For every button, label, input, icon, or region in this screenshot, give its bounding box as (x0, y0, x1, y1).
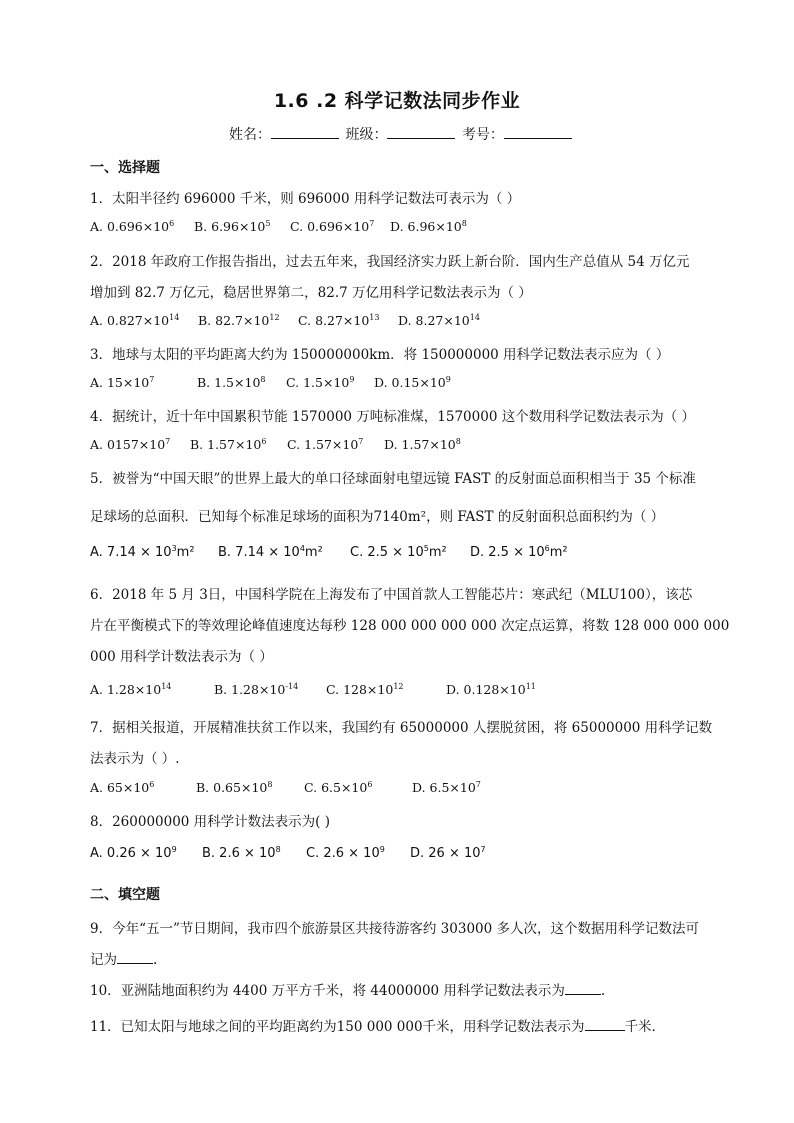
option-c: C. $0.696\times 10^7$ (290, 219, 375, 234)
option-c: C. $2.6 \times 10^9$ (306, 845, 385, 861)
option-c: C. $1.57\times 10^7$ (287, 437, 364, 452)
section-heading-fill: 二、填空题 (90, 887, 160, 903)
option-b: B. $7.14 \times 10^4m^2$ (218, 544, 323, 560)
question-2-line-2: 增加到 82.7 万亿元，稳居世界第二，82.7 万亿用科学记数法表示为（ ） (90, 285, 532, 301)
question-5-line-2: 足球场的总面积．已知每个标准足球场的面积为7140m²，则 FAST 的反射面积总面积约为（ ） (90, 509, 665, 525)
question-7-line-2: 法表示为（ ）. (90, 751, 180, 767)
option-a: A. $65\times 10^6$ (90, 780, 155, 795)
question-10: 10．亚洲陆地面积约为 4400 万平方千米，将 44000000 用科学记数法表示为 . (90, 983, 606, 999)
name-label: 姓名： (229, 127, 271, 143)
option-d: D. $0.15\times 10^9$ (374, 375, 451, 390)
option-a: A. $0.696\times 10^6$ (90, 219, 175, 234)
option-b: B. $1.57\times 10^6$ (190, 437, 267, 452)
question-1: 1．太阳半径约 696000 千米，则 696000 用科学记数法可表示为（ ） (90, 191, 521, 207)
option-b: B. $0.65\times 10^8$ (196, 780, 273, 795)
option-a: A. $15\times 10^7$ (90, 375, 155, 390)
class-blank[interactable] (387, 126, 455, 139)
option-b: B. $6.96\times 10^5$ (194, 219, 271, 234)
answer-blank-10[interactable] (565, 982, 601, 995)
question-9-line-1: 9．今年“五一”节日期间，我市四个旅游景区共接待游客约 303000 多人次，这个数据用科学记数法可 (90, 921, 700, 937)
name-blank[interactable] (271, 126, 339, 139)
option-d: D. $6.5\times 10^7$ (412, 780, 481, 795)
option-d: D. $8.27\times 10^{14}$ (398, 313, 480, 328)
answer-blank-9[interactable] (117, 951, 153, 964)
option-d: D. $0.128\times 10^{11}$ (446, 682, 536, 697)
question-5-line-1: 5．被誉为“中国天眼”的世界上最大的单口径球面射电望远镜 FAST 的反射面总面积相当于 35 个标准 (90, 471, 696, 487)
id-blank[interactable] (504, 126, 572, 139)
option-a: A. $0.26 \times 10^9$ (90, 845, 177, 861)
option-a: A. $7.14 \times 10^3m^2$ (90, 544, 195, 560)
option-b: B. $82.7\times 10^{12}$ (198, 313, 280, 328)
student-info-line (229, 124, 574, 144)
option-a: A. $1.28\times 10^{14}$ (90, 682, 172, 697)
option-c: C. $128\times 10^{12}$ (326, 682, 404, 697)
question-8: 8．260000000 用科学计数法表示为( ) (90, 814, 331, 830)
question-7-line-1: 7．据相关报道，开展精准扶贫工作以来，我国约有 65000000 人摆脱贫困，将 65000000 用科学记数 (90, 720, 713, 736)
option-b: B. $2.6 \times 10^8$ (202, 845, 281, 861)
section-heading-choice: 一、选择题 (90, 160, 160, 176)
question-3: 3．地球与太阳的平均距离大约为 150000000km．将 150000000 用科学记数法表示应为（ ） (90, 347, 670, 363)
option-b: B. $1.5\times 10^8$ (197, 375, 266, 390)
option-c: C. $2.5 \times 10^5m^2$ (350, 544, 447, 560)
question-6-line-1: 6．2018 年 5 月 3日，中国科学院在上海发布了中国首款人工智能芯片：寒武纪（MLU100），该芯 (90, 587, 693, 603)
question-6-line-2: 片在平衡模式下的等效理论峰值速度达每秒 128 000 000 000 000 次定点运算，将数 128 000 000 000 (90, 618, 730, 634)
option-d: D. $2.5 \times 10^6m^2$ (470, 544, 568, 560)
option-c: C. $1.5\times 10^9$ (286, 375, 355, 390)
option-b: B. $1.28\times 10^{-14}$ (214, 682, 299, 697)
question-9-line-2: 记为 . (90, 952, 158, 968)
class-label: 班级： (345, 127, 388, 143)
option-d: D. $1.57\times 10^8$ (384, 437, 461, 452)
option-a: A. $0.827\times 10^{14}$ (90, 313, 180, 328)
option-a: A. $0157\times 10^7$ (90, 437, 171, 452)
question-11: 11．已知太阳与地球之间的平均距离约为150 000 000千米，用科学记数法表示为 千米． (90, 1019, 666, 1035)
option-d: D. $6.96\times 10^8$ (390, 219, 467, 234)
question-6-line-3: 000 用科学计数法表示为（ ） (90, 649, 273, 665)
answer-blank-11[interactable] (585, 1018, 625, 1031)
option-c: C. $6.5\times 10^6$ (304, 780, 373, 795)
page-title: 1.6 .2 科学记数法同步作业 (273, 90, 521, 112)
option-d: D. $26 \times 10^7$ (410, 845, 486, 861)
id-label: 考号： (461, 127, 504, 143)
question-2-line-1: 2．2018 年政府工作报告指出，过去五年来，我国经济实力跃上新台阶．国内生产总值从 54 万亿元 (90, 254, 690, 270)
option-c: C. $8.27\times 10^{13}$ (298, 313, 380, 328)
question-4: 4．据统计，近十年中国累积节能 1570000 万吨标准煤，1570000 这个数用科学记数法表示为（ ） (90, 409, 696, 425)
